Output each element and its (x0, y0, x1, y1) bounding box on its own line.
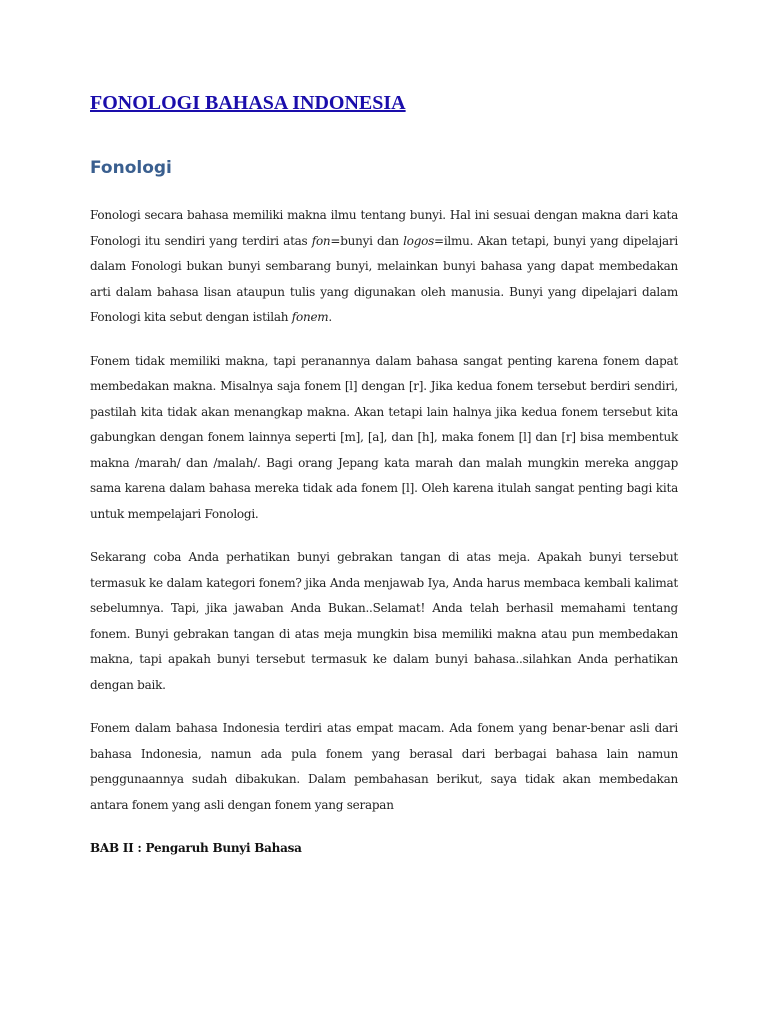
document-body (90, 203, 678, 880)
paragraph-1-text-c: =ilmu. Akan tetapi, bunyi yang dipelajari dalam Fonologi bukan bunyi sembarang bunyi, melainkan bunyi bahasa yang dapat membedakan arti dalam bahasa lisan ataupun tulis yang digunakan oleh manusia. Bunyi yang dipelajari dalam Fonologi kita sebut dengan istilah (90, 233, 678, 324)
term-fon: fon (311, 233, 331, 248)
paragraph-4: Fonem dalam bahasa Indonesia terdiri atas empat macam. Ada fonem yang benar-benar asli dari bahasa Indonesia, namun ada pula fonem yang berasal dari berbagai bahasa lain namun penggunaannya sudah dibakukan. Dalam pembahasan berikut, saya tidak akan membedakan antara fonem yang asli dengan fonem yang serapan (90, 721, 678, 812)
paragraph-2: Fonem tidak memiliki makna, tapi peranannya dalam bahasa sangat penting karena fonem dapat membedakan makna. Misalnya saja fonem [l] dengan [r]. Jika kedua fonem tersebut berdiri sendiri, pastilah kita tidak akan menangkap makna. Akan tetapi lain halnya jika kedua fonem tersebut kita gabungkan dengan fonem lainnya seperti [m], [a], dan [h], maka fonem [l] dan [r] bisa membentuk makna /marah/ dan /malah/. Bagi orang Jepang kata marah dan malah mungkin mereka anggap sama karena dalam bahasa mereka tidak ada fonem [l]. Oleh karena itulah sangat penting bagi kita untuk mempelajari Fonologi. (90, 353, 678, 521)
term-fonem: fonem (291, 310, 329, 324)
paragraph-1 (90, 203, 678, 331)
paragraph-1-text-d: . (328, 310, 332, 324)
term-logos: logos (403, 233, 435, 248)
section-heading-fonologi: Fonologi (90, 158, 172, 178)
paragraph-3: Sekarang coba Anda perhatikan bunyi gebrakan tangan di atas meja. Apakah bunyi tersebut termasuk ke dalam kategori fonem? jika Anda menjawab Iya, Anda harus membaca kembali kalimat sebelumnya. Tapi, jika jawaban Anda Bukan..Selamat! Anda telah berhasil memahami tentang fonem. Bunyi gebrakan tangan di atas meja mungkin bisa memiliki makna atau pun membedakan makna, tapi apakah bunyi tersebut termasuk ke dalam bunyi bahasa..silahkan Anda perhatikan dengan baik. (90, 550, 678, 692)
document-title-link[interactable]: FONOLOGI BAHASA INDONESIA (90, 92, 406, 114)
sub-heading-bab-2: BAB II : Pengaruh Bunyi Bahasa (90, 841, 302, 855)
paragraph-1-text-a: Fonologi secara bahasa memiliki makna ilmu tentang bunyi. Hal ini sesuai dengan makna dari kata Fonologi itu sendiri yang terdiri atas (90, 208, 678, 248)
paragraph-1-text-b: =bunyi dan (330, 233, 404, 248)
